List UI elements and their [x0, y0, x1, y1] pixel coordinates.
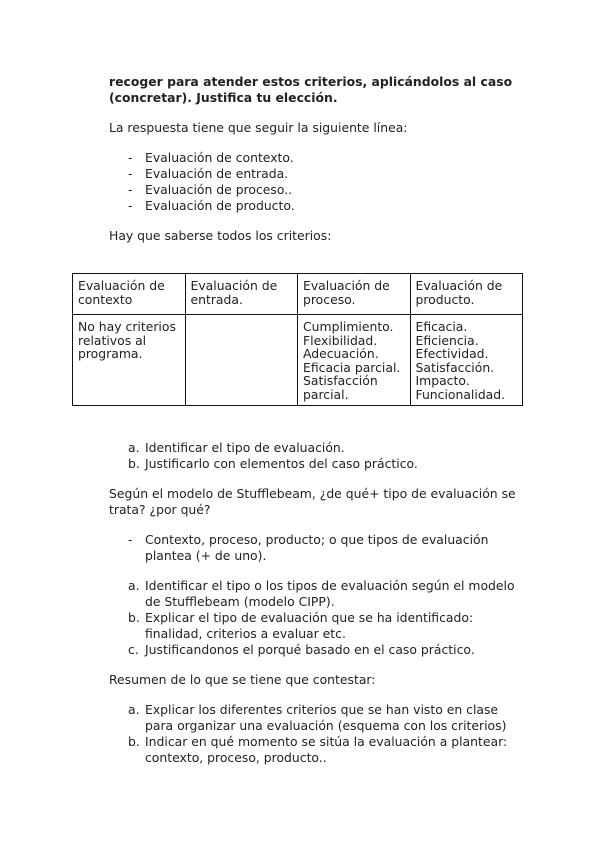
list-item-text: Identificar el tipo o los tipos de evaluación según el modelo	[145, 578, 515, 593]
cell-line: proceso.	[303, 291, 356, 307]
list-marker: a.	[128, 578, 140, 593]
summary-title: Resumen de lo que se tiene que contestar:	[109, 672, 376, 687]
list-item-text: Evaluación de producto.	[145, 198, 295, 213]
header-cell-process	[298, 274, 411, 315]
cell-input	[185, 315, 298, 406]
list-marker: a.	[128, 440, 140, 455]
cell-line: Efectividad.	[415, 346, 489, 361]
header-cell-context	[73, 274, 186, 315]
cell-line: Impacto.	[415, 373, 470, 388]
cell-line: entrada.	[190, 291, 243, 307]
table-row	[73, 315, 523, 406]
list-item-text: de Stufflebeam (modelo CIPP).	[145, 594, 335, 609]
list-item-text: plantea (+ de uno).	[145, 548, 267, 563]
list-marker: b.	[128, 456, 140, 471]
criteria-table	[72, 273, 523, 406]
list-item-text: Justificarlo con elementos del caso práctico.	[145, 456, 418, 471]
list-item-text: Contexto, proceso, producto; o que tipos de evaluación	[145, 532, 489, 547]
header-cell-product	[410, 274, 523, 315]
cell-line: No hay criterios	[78, 319, 176, 334]
question-line-1: Según el modelo de Stufflebeam, ¿de qué+ tipo de evaluación se	[109, 486, 516, 501]
cell-line: producto.	[415, 291, 475, 307]
list-marker: c.	[128, 642, 139, 657]
cell-line: contexto	[78, 291, 133, 307]
cell-line: relativos al	[78, 332, 147, 348]
cell-context	[73, 315, 186, 406]
cell-line: Adecuación.	[303, 346, 379, 361]
dash-marker: -	[128, 150, 133, 165]
dash-marker: -	[128, 532, 133, 547]
question-line-2: trata? ¿por qué?	[109, 502, 211, 517]
list-item-text: Justificandonos el porqué basado en el caso práctico.	[145, 642, 475, 657]
list-item-text: Indicar en qué momento se sitúa la evaluación a plantear:	[145, 734, 508, 749]
cell-process	[298, 315, 411, 406]
dash-marker: -	[128, 166, 133, 181]
cell-line: parcial.	[303, 386, 349, 402]
list-marker: b.	[128, 734, 140, 749]
cell-line: Funcionalidad.	[415, 386, 506, 402]
cell-line: Satisfacción.	[415, 359, 495, 375]
list-item-text: contexto, proceso, producto..	[145, 750, 327, 765]
list-item-text: Explicar los diferentes criterios que se han visto en clase	[145, 702, 499, 717]
list-item-text: Evaluación de contexto.	[145, 150, 294, 165]
list-item-text: Identificar el tipo de evaluación.	[145, 440, 345, 455]
list-item-text: Evaluación de proceso..	[145, 182, 293, 197]
dash-marker: -	[128, 198, 133, 213]
cell-product	[410, 315, 523, 406]
cell-line: Eficiencia.	[415, 332, 479, 348]
cell-line: Satisfacción	[303, 373, 378, 388]
cell-line: programa.	[78, 346, 143, 361]
table-header-row	[73, 274, 523, 315]
list-marker: a.	[128, 702, 140, 717]
intro-line-1: recoger para atender estos criterios, aplicándolos al caso	[109, 74, 513, 89]
cell-line: Evaluación de	[190, 278, 278, 293]
list-item-text: Explicar el tipo de evaluación que se ha identificado:	[145, 610, 474, 625]
cell-line: Evaluación de	[303, 278, 390, 293]
cell-line: Evaluación de	[78, 278, 165, 293]
cell-line: Eficacia parcial.	[303, 359, 401, 375]
know-criteria: Hay que saberse todos los criterios:	[109, 228, 332, 243]
dash-marker: -	[128, 182, 133, 197]
list-item-text: finalidad, criterios a evaluar etc.	[145, 626, 346, 641]
answer-line: La respuesta tiene que seguir la siguiente línea:	[109, 120, 408, 135]
list-item-text: para organizar una evaluación (esquema con los criterios)	[145, 718, 507, 733]
cell-line: Evaluación de	[415, 278, 503, 293]
cell-line: Eficacia.	[415, 319, 468, 334]
header-cell-input	[185, 274, 298, 315]
cell-line: Flexibilidad.	[303, 332, 378, 348]
intro-line-2: (concretar). Justifica tu elección.	[109, 90, 338, 105]
cell-line: Cumplimiento.	[303, 319, 394, 334]
list-item-text: Evaluación de entrada.	[145, 166, 289, 181]
list-marker: b.	[128, 610, 140, 625]
